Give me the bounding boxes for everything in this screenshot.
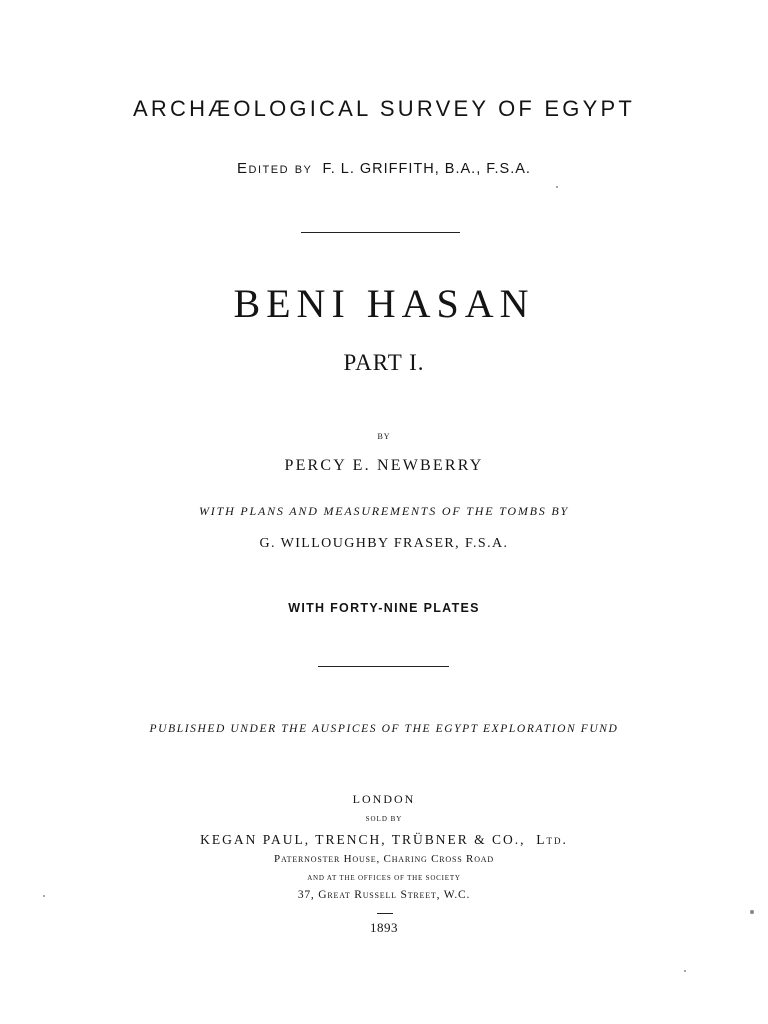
year-dash	[377, 913, 393, 914]
editor-line	[0, 160, 768, 177]
plates-note: WITH FORTY-NINE PLATES	[288, 601, 480, 615]
print-speck	[750, 910, 754, 914]
publication-year: 1893	[370, 920, 398, 935]
print-speck	[556, 186, 558, 188]
plans-credit: WITH PLANS AND MEASUREMENTS OF THE TOMBS BY	[199, 504, 569, 518]
editor-prefix: Edited by	[237, 160, 313, 177]
society-offices-label: AND AT THE OFFICES OF THE SOCIETY	[307, 874, 461, 882]
middle-divider	[318, 666, 449, 667]
collaborator-name: G. WILLOUGHBY FRASER, F.S.A.	[259, 536, 509, 551]
published-under: PUBLISHED UNDER THE AUSPICES OF THE EGYPT EXPLORATION FUND	[149, 723, 619, 735]
publisher-address: Paternoster House, Charing Cross Road	[274, 853, 494, 865]
imprint-city: LONDON	[352, 792, 416, 806]
series-title: ARCHÆOLOGICAL SURVEY OF EGYPT	[133, 96, 635, 121]
society-address: 37, Great Russell Street, W.C.	[297, 889, 471, 901]
publisher-suffix: Ltd.	[536, 832, 568, 847]
editor-name: F. L. GRIFFITH, B.A., F.S.A.	[322, 161, 531, 177]
top-divider	[301, 232, 460, 233]
print-speck	[43, 895, 45, 897]
publisher-line	[0, 832, 768, 848]
book-title: BENI HASAN	[233, 281, 535, 326]
part-number: PART I.	[343, 350, 425, 375]
print-speck	[684, 970, 686, 972]
publisher-name: KEGAN PAUL, TRENCH, TRÜBNER & CO.,	[200, 832, 526, 847]
sold-by-label: SOLD BY	[365, 815, 403, 823]
by-label: BY	[377, 432, 391, 441]
author-name: PERCY E. NEWBERRY	[284, 457, 484, 474]
